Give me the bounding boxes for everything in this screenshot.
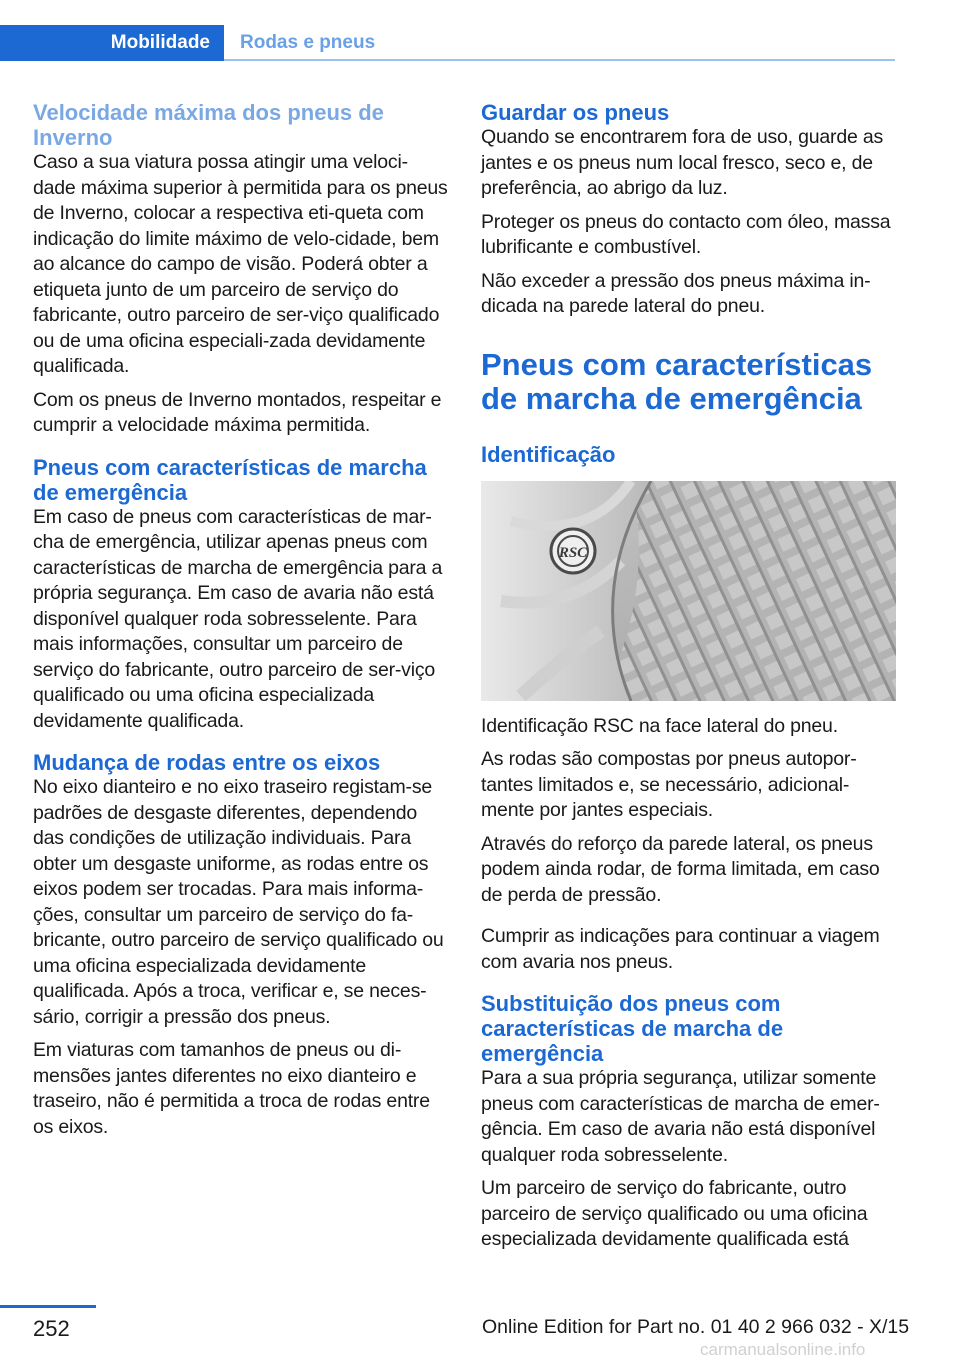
right-column [481, 100, 896, 1253]
section-title-velocidade: Velocidade máxima dos pneus de Inverno [33, 100, 384, 150]
paragraph: Não exceder a pressão dos pneus máxima in-dicada na parede lateral do pneu. [481, 269, 871, 317]
paragraph: Um parceiro de serviço do fabricante, outro parceiro de serviço qualificado ou uma oficina especializada devidamente qualificada está [481, 1177, 868, 1250]
paragraph: Proteger os pneus do contacto com óleo, massa lubrificante e combustível. [481, 210, 891, 258]
paragraph: No eixo dianteiro e no eixo traseiro registam-se padrões de desgaste diferentes, dependendo das condições de utilização individuais. Para obter um desgaste uniforme, as rodas entre os eixos podem ser trocadas. Para mais informa-ções, consultar um parceiro de serviço do fa-bricante, outro parceiro de serviço qualificado ou uma oficina especializada devidamente qualificada. Após a troca, verificar e, se neces-sário, corrigir a pressão dos pneus. [33, 776, 444, 1028]
paragraph: Em caso de pneus com características de mar-cha de emergência, utilizar apenas pneus com características de marcha de emergência para a própria segurança. Em caso de avaria não está disponível qualquer roda sobresselente. Para mais informações, consultar um parceiro de serviço do fabricante, outro parceiro de ser-viço qualificado ou uma oficina especializada devidamente qualificada. [33, 505, 443, 732]
paragraph: Cumprir as indicações para continuar a viagem com avaria nos pneus. [481, 925, 880, 973]
main-heading: Pneus com características de marcha de emergência [481, 346, 873, 416]
tab-mobilidade[interactable]: Mobilidade [0, 25, 224, 61]
footer-divider [0, 1305, 96, 1308]
section-title-guardar-pneus: Guardar os pneus [481, 100, 670, 125]
page-number: 252 [33, 1316, 70, 1341]
tire-figure [481, 481, 896, 701]
paragraph: As rodas são compostas por pneus autopor-tantes limitados e, se necessário, adicional-mente por jantes especiais. [481, 748, 857, 821]
section-title-substituicao: Substituição dos pneus com características de marcha de emergência [481, 991, 784, 1066]
paragraph: Através do reforço da parede lateral, os pneus podem ainda rodar, de forma limitada, em caso de perda de pressão. [481, 832, 880, 906]
section-title-mudanca-rodas: Mudança de rodas entre os eixos [33, 750, 381, 775]
paragraph: Em viaturas com tamanhos de pneus ou di-mensões jantes diferentes no eixo dianteiro e traseiro, não é permitida a troca de rodas entre os eixos. [33, 1039, 430, 1138]
header-divider [224, 59, 895, 61]
section-title-pneus-emergencia: Pneus com características de marcha de emergência [33, 454, 427, 505]
paragraph: Com os pneus de Inverno montados, respeitar e cumprir a velocidade máxima permitida. [33, 388, 442, 436]
watermark: carmanualsonline.info [700, 1340, 866, 1359]
paragraph: Identificação RSC na face lateral do pneu. [481, 714, 838, 737]
paragraph: Caso a sua viatura possa atingir uma veloci-dade máxima superior à permitida para os pneus de Inverno, colocar a respectiva eti-queta com indicação do limite máximo de velo-cidade, bem ao alcance do campo de visão. Poderá obter a etiqueta junto de um parceiro de serviço do fabricante, outro parceiro de ser-viço qualificado ou de uma oficina especiali-zada devidamente qualificada. [33, 151, 448, 377]
rsc-logo-text: RSC [558, 544, 588, 561]
section-title-identificacao: Identificação [481, 441, 616, 467]
edition-text: Online Edition for Part no. 01 40 2 966 032 - X/15 [482, 1316, 910, 1338]
paragraph: Para a sua própria segurança, utilizar somente pneus com características de marcha de emer-gência. Em caso de avaria não está disponível qualquer roda sobresselente. [481, 1067, 880, 1166]
left-column [33, 100, 448, 1140]
paragraph: Quando se encontrarem fora de uso, guarde as jantes e os pneus num local fresco, seco e, de preferência, ao abrigo da luz. [481, 126, 884, 199]
header-tabbar [0, 25, 895, 61]
tab-rodas-e-pneus[interactable]: Rodas e pneus [240, 32, 376, 53]
